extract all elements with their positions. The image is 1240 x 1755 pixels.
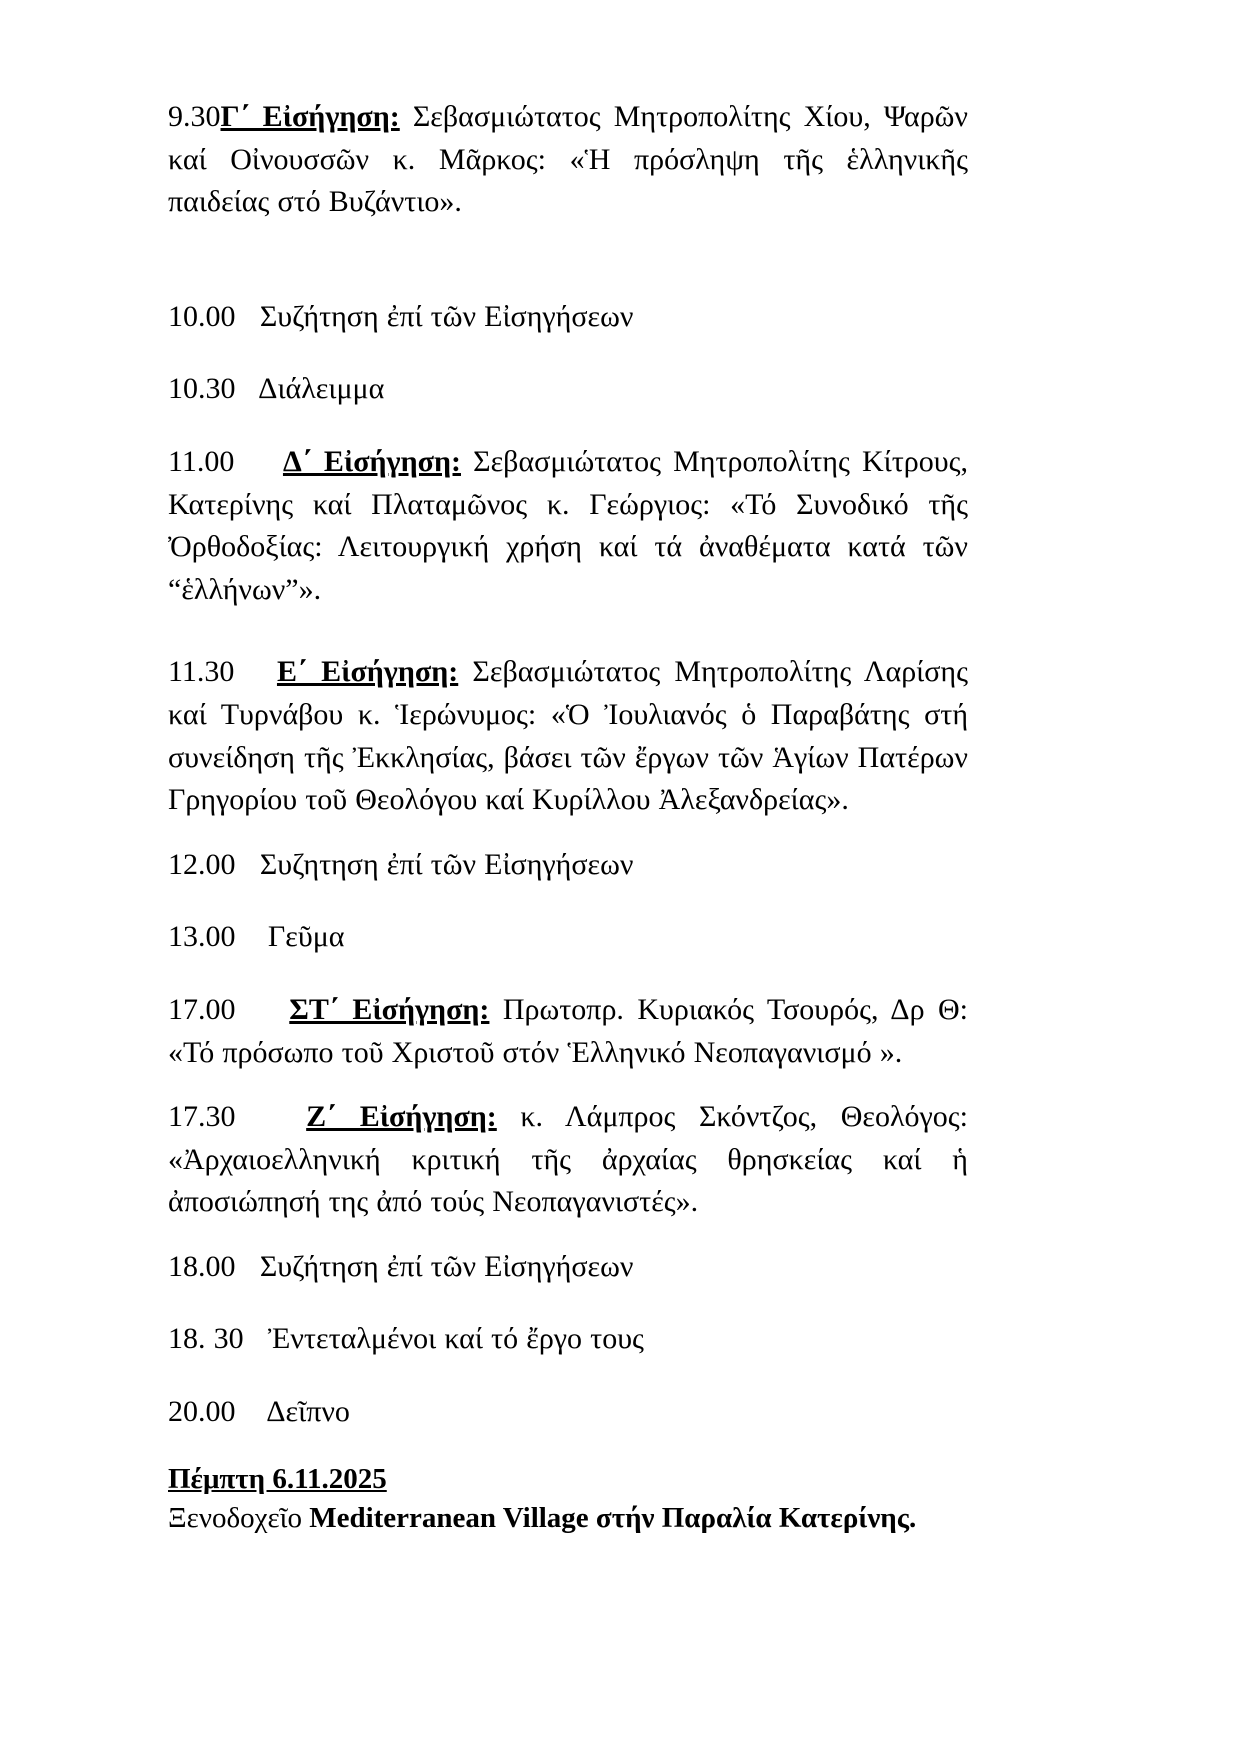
entry-time-1100: 11.00 bbox=[168, 444, 235, 478]
entry-text-2000: Δεῖπνο bbox=[266, 1395, 350, 1429]
entry-time-2000: 20.00 bbox=[168, 1395, 236, 1429]
spacer bbox=[168, 224, 968, 296]
spacer bbox=[168, 338, 968, 368]
entry-text-1730-line1: κ. Λάμπρος Σκόντζος, Θεολόγος: bbox=[496, 1100, 969, 1134]
entry-text-1700-line1: Πρωτοπρ. Κυριακός Τσουρός, Δρ Θ: «Τό bbox=[168, 992, 969, 1069]
program-entry-1700 bbox=[168, 989, 968, 1074]
program-entry-1830 bbox=[168, 1318, 968, 1361]
spacer bbox=[168, 886, 968, 916]
entry-gap bbox=[234, 445, 283, 478]
program-entry-0930 bbox=[168, 96, 968, 224]
spacer bbox=[168, 1074, 968, 1096]
entry-time-1830: 18. 30 bbox=[168, 1322, 244, 1356]
footer-venue-name: Mediterranean Village στήν Παραλία Κατερίνης. bbox=[309, 1501, 917, 1534]
entry-text-1100-line3: Ὀρθοδοξίας: Λειτουργική χρήση καί τά ἀναθέματα κατά τῶν bbox=[168, 530, 968, 564]
footer-section bbox=[168, 1460, 968, 1538]
program-body bbox=[168, 96, 968, 1538]
entry-text-1100-line1: Σεβασμιώτατος Μητροπολίτης Κίτρους, bbox=[460, 444, 968, 478]
entry-gap bbox=[236, 848, 260, 881]
entry-time-1130: 11.30 bbox=[168, 655, 235, 689]
entry-time-1800: 18.00 bbox=[168, 1249, 236, 1283]
entry-gap bbox=[236, 1250, 260, 1283]
entry-text-1200: Συζητηση ἐπί τῶν Εἰσηγήσεων bbox=[259, 847, 634, 881]
program-entry-1730 bbox=[168, 1096, 968, 1224]
entry-gap bbox=[236, 1395, 267, 1428]
entry-gap bbox=[244, 1322, 268, 1355]
entry-time-1700: 17.00 bbox=[168, 992, 236, 1026]
spacer bbox=[168, 1224, 968, 1246]
entry-text-0930-line2: καί Οἰνουσσῶν κ. Μᾶρκος: «Ἡ πρόσληψη τῆς ἑλληνικῆς παιδείας bbox=[168, 142, 968, 219]
entry-gap bbox=[236, 920, 268, 953]
entry-label-1130: Ε΄ Εἰσήγηση: bbox=[276, 655, 459, 689]
entry-text-1130-line4: Γρηγορίου τοῦ Θεολόγου καί Κυρίλλου Ἀλεξανδρείας». bbox=[168, 783, 849, 817]
program-entry-1000 bbox=[168, 296, 968, 339]
entry-gap bbox=[236, 372, 259, 405]
program-entry-2000 bbox=[168, 1391, 968, 1434]
program-entry-1130 bbox=[168, 651, 968, 821]
entry-text-1130-line3: συνείδηση τῆς Ἐκκλησίας, βάσει τῶν ἔργων τῶν Ἁγίων Πατέρων bbox=[168, 740, 968, 774]
entry-gap bbox=[236, 300, 260, 333]
entry-gap bbox=[236, 1100, 307, 1133]
spacer bbox=[168, 1361, 968, 1391]
footer-venue-prefix: Ξενοδοχεῖο bbox=[168, 1501, 310, 1534]
entry-gap bbox=[236, 993, 290, 1026]
entry-text-0930-line1: Σεβασμιώτατος Μητροπολίτης Χίου, Ψαρῶν bbox=[399, 100, 968, 133]
entry-text-1700-line2: πρόσωπο τοῦ Χριστοῦ στόν Ἑλληνικό Νεοπαγανισμό ». bbox=[222, 1035, 903, 1069]
entry-label-1100: Δ΄ Εἰσήγηση: bbox=[282, 444, 461, 478]
spacer bbox=[168, 411, 968, 441]
entry-time-1000: 10.00 bbox=[168, 299, 236, 333]
entry-text-1100-line4: “ἑλλήνων”». bbox=[168, 572, 322, 606]
entry-time-1300: 13.00 bbox=[168, 920, 236, 954]
entry-text-1730-line3: ἀποσιώπησή της ἀπό τούς Νεοπαγανιστές». bbox=[168, 1185, 699, 1219]
footer-date-heading: Πέμπτη 6.11.2025 bbox=[168, 1462, 387, 1495]
entry-time-0930: 9.30 bbox=[168, 100, 221, 133]
entry-time-1030: 10.30 bbox=[168, 372, 236, 406]
entry-time-1200: 12.00 bbox=[168, 847, 236, 881]
entry-text-1730-line2: «Ἀρχαιοελληνική κριτική τῆς ἀρχαίας θρησκείας καί ἡ bbox=[168, 1142, 968, 1176]
entry-text-1000: Συζήτηση ἐπί τῶν Εἰσηγήσεων bbox=[259, 299, 634, 333]
program-entry-1200 bbox=[168, 844, 968, 887]
footer-venue-line bbox=[168, 1499, 968, 1538]
program-entry-1300 bbox=[168, 916, 968, 959]
spacer bbox=[168, 959, 968, 989]
entry-text-0930-line3: στό Βυζάντιο». bbox=[277, 185, 462, 219]
program-entry-1030 bbox=[168, 368, 968, 411]
spacer bbox=[168, 611, 968, 651]
entry-text-1100-line2: Κατερίνης καί Πλαταμῶνος κ. Γεώργιος: «Τό Συνοδικό τῆς bbox=[168, 487, 968, 521]
entry-gap bbox=[234, 655, 277, 688]
entry-text-1130-line1: Σεβασμιώτατος Μητροπολίτης Λαρίσης καί bbox=[168, 655, 968, 731]
program-entry-1800 bbox=[168, 1246, 968, 1289]
program-entry-1100 bbox=[168, 441, 968, 611]
entry-time-1730: 17.30 bbox=[168, 1100, 236, 1134]
entry-text-1130-line2: Τυρνάβου κ. Ἱερώνυμος: «Ὁ Ἰουλιανός ὁ Παραβάτης στή bbox=[220, 697, 969, 731]
entry-label-1730: Ζ΄ Εἰσήγηση: bbox=[306, 1100, 497, 1134]
spacer bbox=[168, 1288, 968, 1318]
entry-text-1830: Ἐντεταλμένοι καί τό ἔργο τους bbox=[267, 1322, 644, 1356]
entry-text-1300: Γεῦμα bbox=[267, 920, 345, 954]
entry-label-1700: ΣΤ΄ Εἰσήγηση: bbox=[289, 992, 490, 1026]
spacer bbox=[168, 822, 968, 844]
entry-label-0930: Γ΄ Εἰσήγηση: bbox=[220, 100, 400, 133]
entry-text-1800: Συζήτηση ἐπί τῶν Εἰσηγήσεων bbox=[259, 1249, 634, 1283]
entry-text-1030: Διάλειμμα bbox=[258, 372, 385, 406]
